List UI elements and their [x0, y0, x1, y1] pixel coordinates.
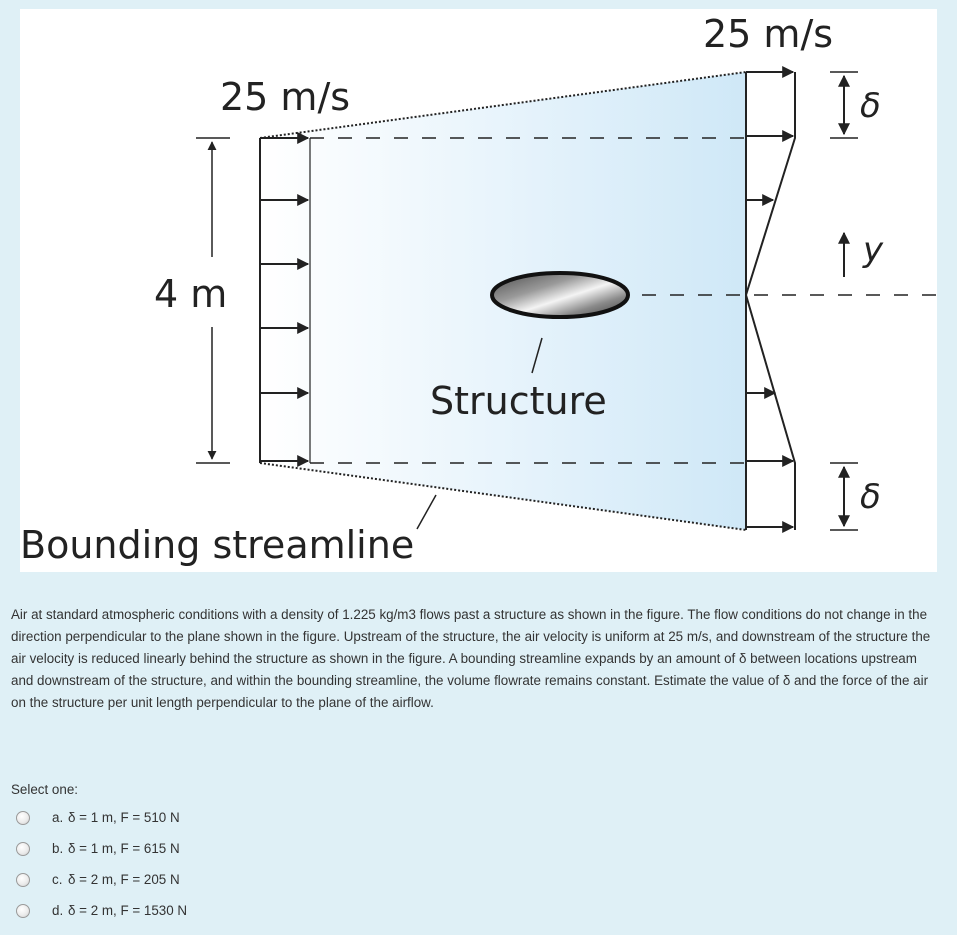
- height-label: 4 m: [154, 272, 228, 316]
- bounding-streamline-label: Bounding streamline: [20, 523, 415, 567]
- delta-dimension-top: [830, 72, 858, 138]
- radio-button-d[interactable]: [16, 904, 30, 918]
- option-letter: c.: [52, 872, 63, 887]
- problem-figure: [20, 9, 937, 572]
- answer-option-b[interactable]: [0, 837, 400, 868]
- radio-button-c[interactable]: [16, 873, 30, 887]
- downstream-velocity-label: 25 m/s: [703, 12, 834, 56]
- flow-diagram: [20, 9, 937, 572]
- radio-button-b[interactable]: [16, 842, 30, 856]
- option-label[interactable]: δ = 2 m, F = 1530 N: [68, 903, 188, 918]
- delta-dimension-bottom: [830, 463, 858, 530]
- structure-label: Structure: [430, 379, 607, 423]
- upstream-velocity-label: 25 m/s: [220, 75, 351, 119]
- option-letter: d.: [52, 903, 64, 918]
- answer-options: [0, 806, 400, 930]
- option-label[interactable]: δ = 1 m, F = 510 N: [68, 810, 180, 825]
- streamline-leader-line: [417, 495, 436, 529]
- y-axis-label: y: [863, 230, 884, 270]
- structure-shape: [492, 273, 628, 317]
- option-letter: b.: [52, 841, 64, 856]
- downstream-velocity-profile: [746, 72, 795, 530]
- option-label[interactable]: δ = 2 m, F = 205 N: [68, 872, 180, 887]
- radio-button-a[interactable]: [16, 811, 30, 825]
- question-text: Air at standard atmospheric conditions with a density of 1.225 kg/m3 flows past a structure as shown in the figure. The flow conditions do not change in the direction perpendicular to the plane shown in the figure. Upstream of the structure, the air velocity is uniform at 25 m/s, and downstream of the structure the air velocity is reduced linearly behind the structure as shown in the figure. A bounding streamline expands by an amount of δ between locations upstream and downstream of the structure, and within the bounding streamline, the volume flowrate remains constant. Estimate the value of δ and the force of the air on the structure per unit length perpendicular to the plane of the airflow.: [11, 607, 931, 710]
- answer-option-a[interactable]: [0, 806, 400, 837]
- answer-option-c[interactable]: [0, 868, 400, 899]
- answer-option-d[interactable]: [0, 899, 400, 930]
- select-one-prompt: Select one:: [11, 782, 78, 797]
- option-label[interactable]: δ = 1 m, F = 615 N: [68, 841, 180, 856]
- option-letter: a.: [52, 810, 64, 825]
- delta-bottom-label: δ: [860, 477, 881, 517]
- delta-top-label: δ: [860, 86, 881, 126]
